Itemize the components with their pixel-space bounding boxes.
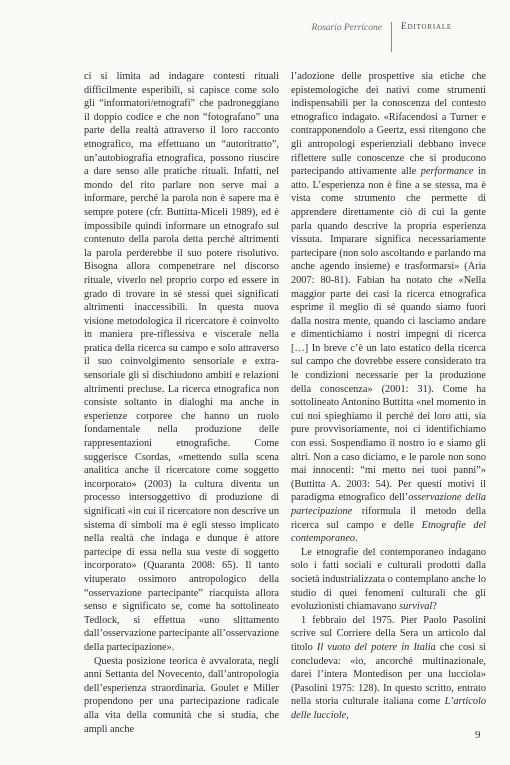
italic-term: performance bbox=[420, 166, 474, 178]
page-number: 9 bbox=[475, 729, 481, 741]
text-run: 1 febbraio del 1975. Pier Paolo Pasolini scrive sul Corriere della Sera un articolo dal titolo bbox=[291, 614, 486, 653]
left-column bbox=[84, 70, 279, 736]
italic-term: survival bbox=[399, 601, 433, 613]
italic-term: Etnografie del contemporaneo bbox=[291, 519, 486, 545]
text-run: , bbox=[346, 709, 349, 721]
right-column bbox=[291, 70, 486, 723]
running-header bbox=[312, 22, 452, 52]
text-run: l’adozione delle prospettive sia etiche che epistemologiche dei nativi come strumenti indispensabili per la conoscenza del contesto etnografico indagato. «Rifacendosi a Turner e contrapponendolo a Geertz, essi ritengono che gli antropologi esperienziali debbano invece riflettere sulle conoscenze che si producono partecipando attivamente alle bbox=[291, 71, 486, 178]
paragraph: Questa posizione teorica è avvalorata, negli anni Settanta del Novecento, dall’antropologia dell’esperienza straordinaria. Goulet e Miller propendono per una partecipazione radicale alla vita della comunità che si studia, che ampli anche bbox=[84, 655, 279, 735]
paragraph: ci si limita ad indagare contesti rituali difficilmente esperibili, si capisce come solo gli “informatori/etnografi” che padroneggiano il doppio codice e che non “fotografano” una parte della realtà attraverso il loro racconto etnografico, ma effettuano un “autoritratto”, un’autobiografia etnografica, possono riuscire a dare senso alle pratiche rituali. Infatti, nel mondo del rito parlare non serve mai a informare, perché la parola non è sapere ma è sempre potere (cfr. Buttitta-Miceli 1989), ed è impossibile quindi informare un etnografo sul contenuto della parola detta perché altrimenti la parola perderebbe il suo potere risolutivo. Bisogna allora compenetrare nel discorso rituale, viverlo nel proprio corpo ed essere in grado di trovare in sé stessi quei significati altrimenti inaccessibili. In questa nuova visione metodologica il ricercatore è coinvolto in maniera pre-riflessiva e viscerale nella pratica della ricerca su campo e solo attraverso il suo coinvolgimento sensoriale e extra-sensoriale gli si dischiudono ambiti e relazioni altrimenti precluse. La ricerca etnografica non consiste soltanto in dialoghi ma anche in esperienze corporee che hanno un ruolo fondamentale nella produzione delle rappresentazioni etnografiche. Come suggerisce Csordas, «mettendo sulla scena analitica anche il ricercatore come soggetto incorporato» (2003) la cultura diventa un processo intersoggettivo di produzione di significati «in cui il ricercatore non descrive un sistema di simboli ma è egli stesso implicato nella realtà che indaga e dunque è attore partecipe di essa nella sua veste di soggetto incorporato» (Quaranta 2008: 65). Il tanto vituperato ossimoro antropologico della “osservazione partecipante” riacquista allora senso e significato se, come ha sottolineato Tedlock, si effettua «uno slittamento dall’osservazione partecipante all’osservazione della partecipazione». bbox=[84, 71, 279, 653]
paragraph bbox=[291, 70, 486, 546]
text-run: riformula il metodo della ricerca sul campo e delle bbox=[291, 506, 486, 531]
paragraph bbox=[291, 614, 486, 723]
text-run: Le etnografie del contemporaneo indagano solo i fatti sociali e culturali prodotti dalla società industrializzata o contemplano anche lo studio di quei fenomeni culturali che gli evoluzionisti chiamavano bbox=[291, 546, 486, 613]
header-section: Editoriale bbox=[400, 22, 452, 32]
text-run: ? bbox=[432, 601, 437, 613]
italic-title: L’articolo delle lucciole bbox=[291, 696, 486, 721]
text-run: che così si concludeva: «io, ancorché multinazionale, darei l’intera Montedison per una lucciola» (Pasolini 1975: 128). In questo scritto, entrato nella storia culturale italiana come bbox=[291, 641, 486, 708]
text-run: in atto. L’esperienza non è fine a se stessa, ma è vista come strumento che permette di apprendere direttamente ciò di cui la gente parla quando descrive la propria esperienza vissuta. Imparare significa necessariamente partecipare (non solo ascoltando e parlando ma anche agendo insieme) e trasformarsi» (Aria 2007: 80-81). Fabian ha notato che «Nella maggior parte dei casi la ricerca etnografica esprime il meglio di sé quando siamo fuori dalla nostra mente, quando ci lasciamo andare e dimentichiamo i nostri impegni di ricerca […] In breve c’è un lato estatico della ricerca sul campo che dovrebbe essere considerato tra le condizioni necessarie per la produzione della conoscenza» (2001: 31). Come ha sottolineato Antonino Buttitta «nel momento in cui noi spieghiamo il perché dei loro atti, sia pure provvisoriamente, noi ci identifichiamo con essi. Sospendiamo il nostro io e siamo gli altri. Non a caso diciamo, e le parole non sono mai innocenti: “mi metto nei tuoi panni”» (Buttitta A. 2003: 54). Per questi motivi il paradigma etnografico dell’ bbox=[291, 166, 486, 504]
italic-title: Il vuoto del potere in Italia bbox=[316, 641, 436, 653]
italic-term: osservazione della partecipazione bbox=[291, 492, 487, 517]
header-author: Rosario Perricone bbox=[311, 23, 382, 33]
paragraph bbox=[291, 546, 486, 614]
text-run: . bbox=[355, 533, 358, 545]
